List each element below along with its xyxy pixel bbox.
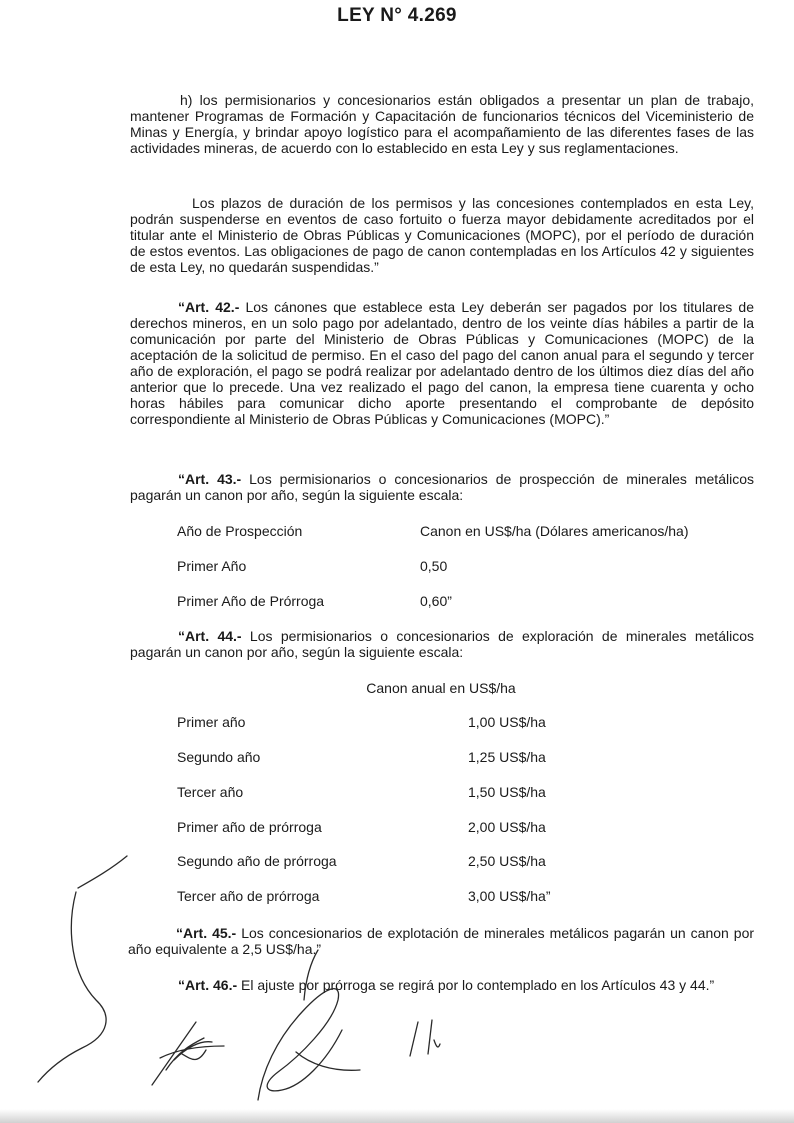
signature-three — [410, 1020, 440, 1056]
paragraph-h: h) los permisionarios y concesionarios están obligados a presentar un plan de trabajo, mantener Programas de Formación y Capacitación de funcionarios técnicos del Viceministerio de Minas y Energía, y brindar apoyo logístico para el acompañamiento de las diferentes fases de las actividades mineras, de acuerdo con lo establecido en esta Ley y sus reglamentaciones. — [130, 92, 754, 156]
table-row-label: Segundo año de prórroga — [177, 853, 337, 869]
table-row-label: Tercer año — [177, 784, 244, 800]
margin-signature-stroke — [38, 856, 127, 1082]
paragraph-plazos: Los plazos de duración de los permisos y las concesiones contemplados en esta Ley, podrán suspenderse en eventos de caso fortuito o fuerza mayor debidamente acreditados por el titular ante el Ministerio de Obras Públicas y Comunicaciones (MOPC), por el período de duración de estos eventos. Las obligaciones de pago de canon contempladas en los Artículos 42 y siguientes de esta Ley, no quedarán suspendidas.” — [130, 195, 754, 275]
table-row-value: 2,00 US$/ha — [468, 819, 546, 835]
article-44-heading: “Art. 44.- — [178, 628, 242, 644]
table-row-value: 1,50 US$/ha — [468, 784, 546, 800]
table-row-label: Primer Año de Prórroga — [177, 593, 325, 609]
table-row-value: 0,50 — [420, 558, 448, 574]
article-46-text: El ajuste por prórroga se regirá por lo contemplado en los Artículos 43 y 44.” — [241, 977, 715, 993]
article-42-text: Los cánones que establece esta Ley deberán ser pagados por los titulares de derechos mineros, en un solo pago por adelantado, dentro de los veinte días hábiles a partir de la comunicación por parte del Ministerio de Obras Públicas y Comunicaciones (MOPC) de la aceptación de la solicitud de permiso. En el caso del pago del canon anual para el segundo y tercer año de exploración, el pago se podrá realizar por adelantado dentro de los últimos diez días del año anterior que lo precede. Una vez realizado el pago del canon, la empresa tiene cuarenta y ocho horas hábiles para comunicar dicho aporte presentando el comprobante de depósito correspondiente al Ministerio de Obras Públicas y Comunicaciones (MOPC).” — [130, 299, 754, 427]
table-row-value: 2,50 US$/ha — [468, 853, 546, 869]
table-row-label: Segundo año — [177, 749, 261, 765]
law-title: LEY N° 4.269 — [337, 5, 457, 26]
article-44-text: Los permisionarios o concesionarios de exploración de minerales metálicos pagarán un canon por año, según la siguiente escala: — [130, 628, 754, 660]
article-43-text: Los permisionarios o concesionarios de prospección de minerales metálicos pagarán un canon por año, según la siguiente escala: — [130, 471, 754, 503]
table-44-header: Canon anual en US$/ha — [366, 680, 516, 696]
table-row-value: 1,00 US$/ha — [468, 714, 546, 730]
signature-one — [152, 1022, 224, 1085]
table-row-label: Primer año de prórroga — [177, 819, 322, 835]
article-46-heading: “Art. 46.- — [178, 977, 238, 993]
table-43-col1-header: Año de Prospección — [177, 523, 303, 539]
article-43-heading: “Art. 43.- — [178, 471, 242, 487]
signature-two — [258, 950, 360, 1100]
article-45-text: Los concesionarios de explotación de minerales metálicos pagarán un canon por año equivalente a 2,5 US$/ha.” — [128, 925, 755, 957]
table-row-label: Primer Año — [177, 558, 247, 574]
table-row-value: 1,25 US$/ha — [468, 749, 546, 765]
article-45-heading: “Art. 45.- — [176, 925, 237, 941]
scan-edge-shadow — [0, 1109, 794, 1123]
article-42-heading: “Art. 42.- — [178, 299, 240, 315]
table-43-col2-header: Canon en US$/ha (Dólares americanos/ha) — [420, 523, 689, 539]
table-row-value: 3,00 US$/ha” — [468, 888, 551, 904]
table-row-label: Primer año — [177, 714, 246, 730]
table-row-value: 0,60” — [420, 593, 452, 609]
table-row-label: Tercer año de prórroga — [177, 888, 320, 904]
